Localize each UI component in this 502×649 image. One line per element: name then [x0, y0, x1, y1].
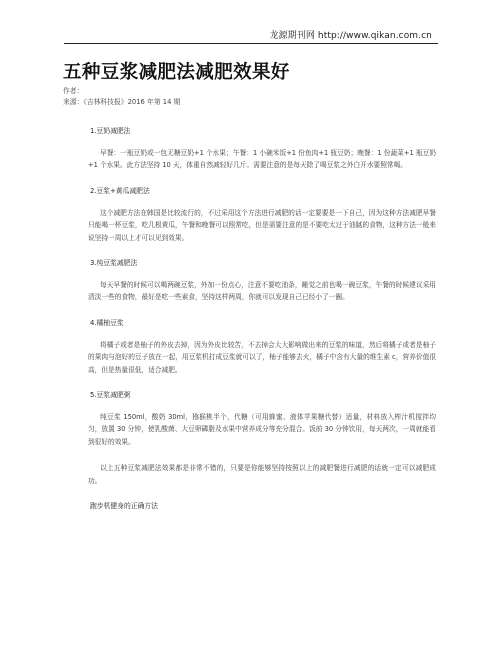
- section-paragraph: 将橘子或者是柚子的外皮去掉，因为外皮比较苦，不去掉会大大影响做出来的豆浆的味道，然后将橘子或者是柚子的果肉与泡好的豆子放在一起，用豆浆机打成豆浆就可以了，柚子能够去火，橘子中含有大量的维生素 c，营养价值很高，但是热量很低，适合减肥。: [88, 340, 436, 374]
- source-line: 来源：《吉林科技报》2016 年第 14 期: [63, 98, 181, 106]
- section-heading: 4.橘柚豆浆: [90, 318, 124, 327]
- article-title: 五种豆浆减肥法减肥效果好: [63, 62, 290, 83]
- article-meta: [63, 86, 180, 108]
- header-divider: [64, 43, 438, 44]
- article-body: [90, 126, 436, 511]
- section-heading: 3.纯豆浆减肥法: [90, 259, 138, 268]
- journal-source-header: 龙源期刊网 http://www.qikan.com.cn: [269, 31, 432, 41]
- section-paragraph: 每天早餐的时候可以喝两碗豆浆，外加一份点心，注意不要吃油条，睡觉之前也喝一碗豆浆，午餐的时候建议采用清淡一些的食物，最好是吃一些素食，坚持这样两周，你就可以发现自己已经小了一圈。: [88, 281, 436, 302]
- section-heading: 5.豆浆减肥粥: [90, 391, 131, 400]
- section-heading: 1.豆奶减肥法: [90, 127, 131, 135]
- section-paragraph: 这个减肥方法在韩国是比较流行的，不过采用这个方法进行减肥的话一定要要是一下自己，因为这种方法减肥早餐只能喝一杯豆浆，吃几根黄瓜，午餐和晚餐可以照常吃，但是需要注意的是不要吃太过于油腻的食物，这种方法一般来说坚持一周以上才可以见到效果。: [88, 208, 436, 242]
- conclusion-paragraph: 以上五种豆浆减肥法效果都是非常不错的，只要是你能够坚持按照以上的减肥餐进行减肥的话就一定可以减肥成功。: [88, 464, 436, 485]
- section-paragraph: 纯豆浆 150ml，酸奶 30ml，猕猴桃半个，代糖（可用蜂蜜、液体苹果糖代替）适量，材料放入榨汁机搅拌均匀，放置 30 分钟，使乳酸菌、大豆卵磷脂及水果中营养成分等充分混合。饭前 30 分钟饮用，每天两次，一周就能看到很好的效果。: [88, 413, 436, 446]
- section-heading: 2.豆浆+黄瓜减肥法: [90, 186, 150, 195]
- author-line: 作者：: [63, 87, 84, 95]
- section-paragraph: 早餐：一瓶豆奶或一包无糖豆奶+1 个水果；午餐：1 小碗米饭+1 份鱼肉+1 瓶豆奶；晚餐：1 份蔬菜+1 瓶豆奶+1 个水果。此方法坚持 10 天，体重自然减轻好几斤。需要注意的是每天除了喝豆浆之外白开水要照常喝。: [88, 149, 436, 170]
- related-article-heading: 跑步机健身的正确方法: [90, 502, 158, 511]
